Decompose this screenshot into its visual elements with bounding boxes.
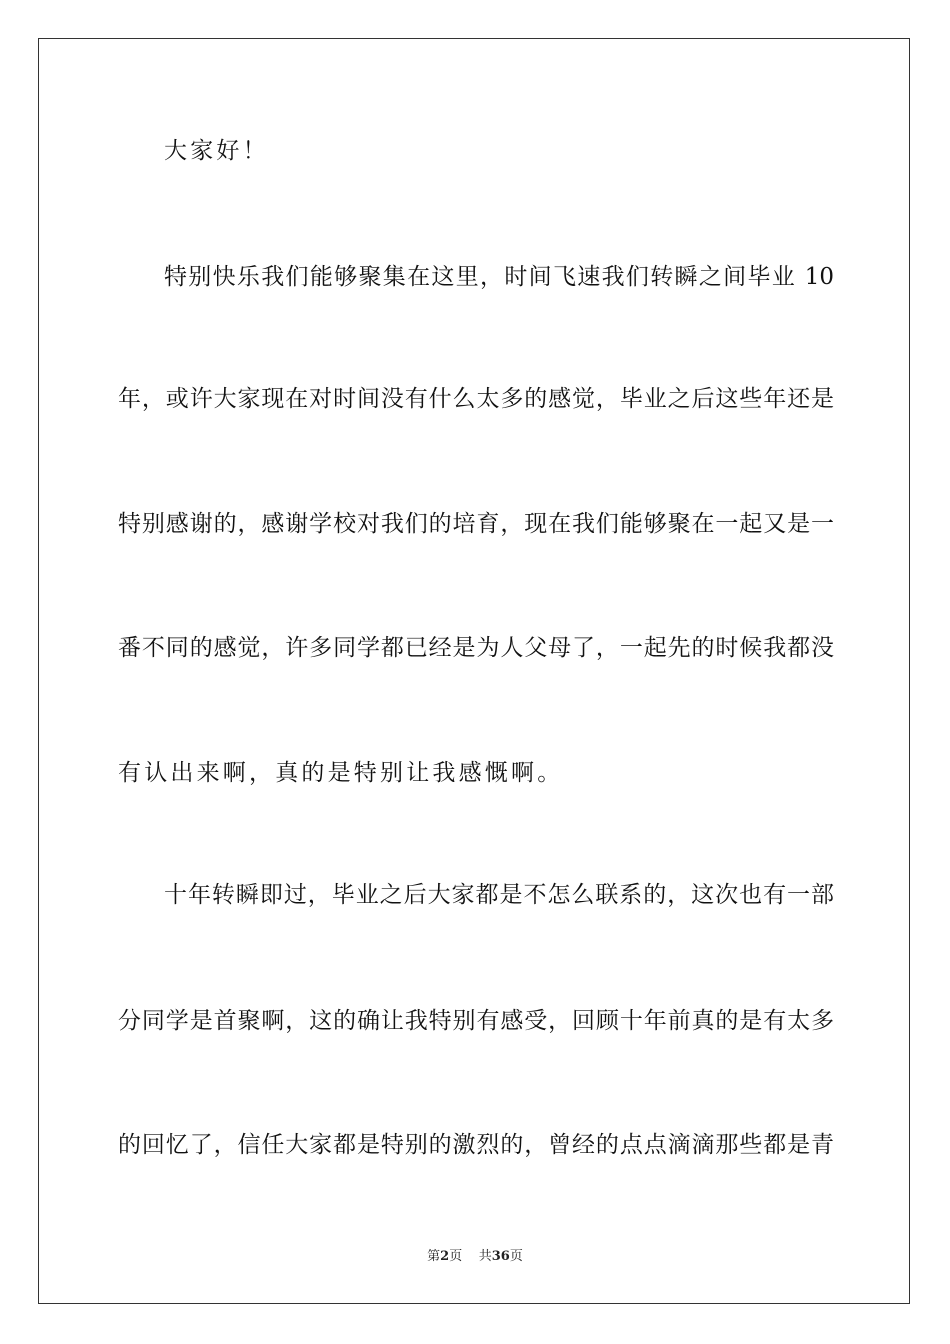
page-number: 2 <box>440 1249 450 1264</box>
page-suffix: 页 <box>449 1249 463 1264</box>
paragraph-2-line-1: 十年转瞬即过，毕业之后大家都是不怎么联系的，这次也有一部 <box>164 882 834 908</box>
paragraph-1-line-2: 年，或许大家现在对时间没有什么太多的感觉，毕业之后这些年还是 <box>118 386 834 412</box>
page-prefix: 第 <box>427 1249 441 1264</box>
paragraph-1-line-3: 特别感谢的，感谢学校对我们的培育，现在我们能够聚在一起又是一 <box>118 511 834 537</box>
page-border <box>38 38 910 1304</box>
paragraph-2-line-3: 的回忆了，信任大家都是特别的激烈的，曾经的点点滴滴那些都是青 <box>118 1132 834 1158</box>
paragraph-1-line-1: 特别快乐我们能够聚集在这里，时间飞速我们转瞬之间毕业 10 <box>164 264 834 290</box>
total-suffix: 页 <box>509 1249 523 1264</box>
total-prefix: 共 <box>478 1249 492 1264</box>
paragraph-1-line-5: 有认出来啊，真的是特别让我感慨啊。 <box>118 760 564 786</box>
greeting-line: 大家好！ <box>164 138 269 164</box>
paragraph-1-line-4: 番不同的感觉，许多同学都已经是为人父母了，一起先的时候我都没 <box>118 635 834 661</box>
total-pages: 36 <box>491 1249 510 1264</box>
paragraph-2-line-2: 分同学是首聚啊，这的确让我特别有感受，回顾十年前真的是有太多 <box>118 1008 834 1034</box>
page-footer <box>0 1248 950 1266</box>
